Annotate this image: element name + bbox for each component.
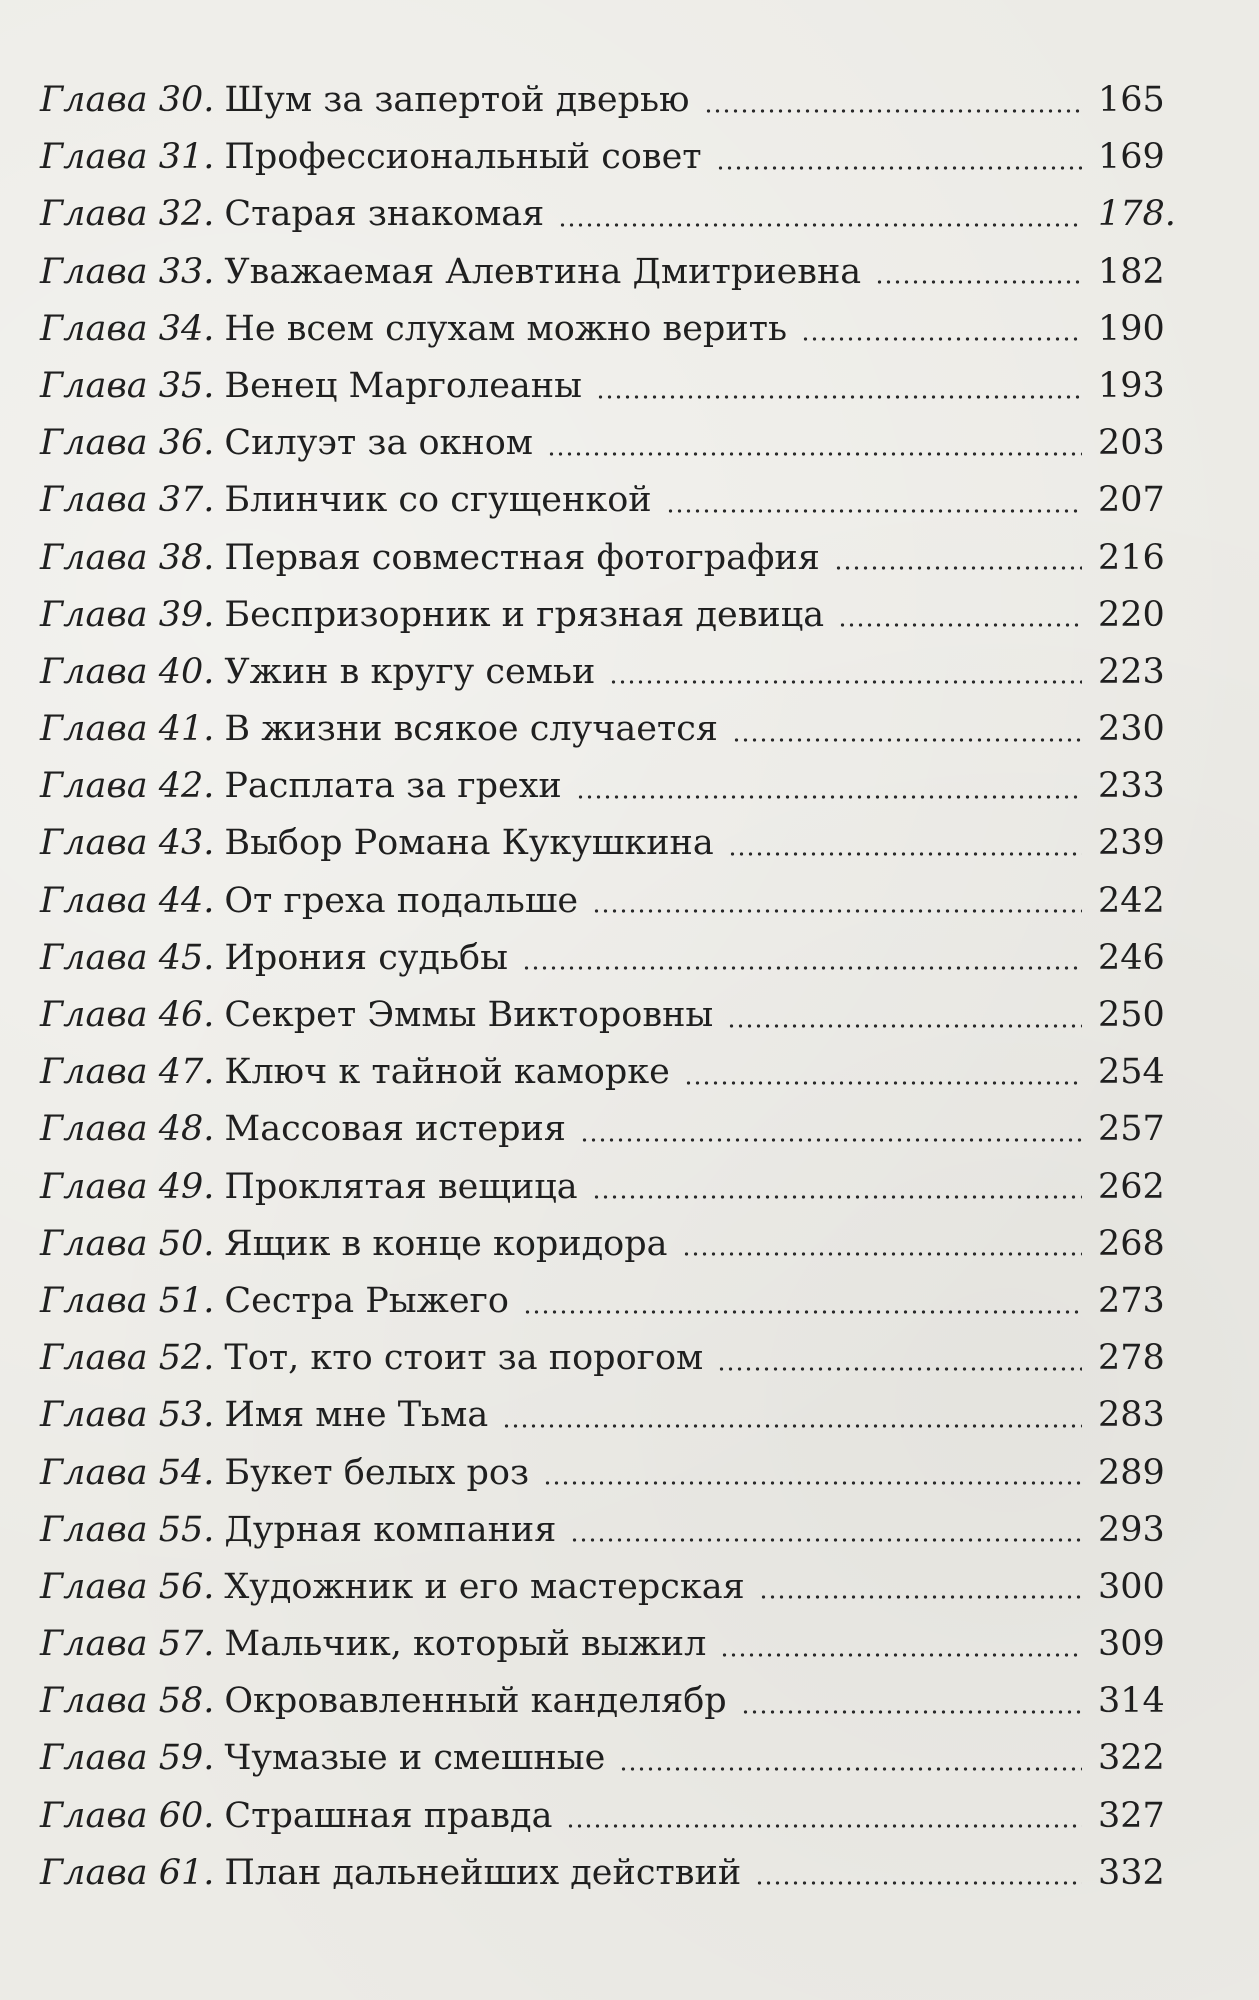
page-number: 223 — [1098, 651, 1165, 692]
chapter-title: Букет белых роз — [224, 1452, 530, 1493]
dot-leader — [619, 1767, 1082, 1771]
chapter-title: Старая знакомая — [224, 194, 545, 235]
chapter-title: Уважаемая Алевтина Дмитриевна — [224, 251, 862, 292]
chapter-title: Сестра Рыжего — [224, 1280, 509, 1321]
toc-entry-55 — [40, 1502, 1165, 1559]
toc-entry-50 — [40, 1216, 1165, 1273]
page-number: 246 — [1098, 937, 1165, 978]
chapter-title: Ящик в конце коридора — [224, 1223, 668, 1264]
chapter-title: Дурная компания — [224, 1509, 557, 1550]
dot-leader — [720, 1653, 1082, 1657]
dot-leader — [592, 1195, 1082, 1199]
page-number: 250 — [1098, 995, 1165, 1035]
chapter-number: Глава 57. — [40, 1624, 215, 1665]
chapter-number: Глава 53. — [40, 1395, 215, 1436]
chapter-number: Глава 36. — [40, 423, 215, 464]
chapter-number: Глава 35. — [40, 365, 215, 406]
chapter-number: Глава 50. — [40, 1223, 215, 1264]
dot-leader — [543, 1481, 1082, 1485]
chapter-title: Страшная правда — [224, 1795, 553, 1836]
toc-entry-53 — [40, 1387, 1165, 1444]
chapter-number: Глава 40. — [40, 651, 215, 692]
chapter-title: Массовая истерия — [224, 1109, 566, 1150]
toc-entry-44 — [40, 873, 1165, 930]
toc-entry-41 — [40, 701, 1165, 758]
chapter-number: Глава 55. — [40, 1509, 215, 1550]
page-number: 327 — [1098, 1795, 1165, 1836]
chapter-title: Ключ к тайной каморке — [224, 1052, 670, 1093]
chapter-title: В жизни всякое случается — [224, 709, 718, 750]
page-number: 169 — [1098, 137, 1165, 178]
chapter-number: Глава 41. — [40, 709, 215, 750]
toc-entry-40 — [40, 644, 1165, 701]
chapter-title: Чумазые и смешные — [224, 1738, 606, 1779]
dot-leader — [727, 1024, 1082, 1028]
dot-leader — [755, 1881, 1082, 1885]
chapter-title: Тот, кто стоит за порогом — [224, 1338, 704, 1379]
chapter-title: План дальнейших действий — [224, 1852, 742, 1893]
chapter-number: Глава 59. — [40, 1738, 215, 1779]
toc-entry-58 — [40, 1673, 1165, 1730]
page-number: 203 — [1098, 423, 1165, 464]
chapter-number: Глава 30. — [40, 80, 215, 120]
chapter-title: Выбор Романа Кукушкина — [224, 823, 714, 864]
chapter-number: Глава 47. — [40, 1052, 215, 1093]
chapter-title: Художник и его мастерская — [224, 1566, 745, 1607]
page-number: 268 — [1098, 1223, 1165, 1264]
page-number: 242 — [1098, 880, 1165, 921]
toc-entry-47 — [40, 1044, 1165, 1101]
page-number: 293 — [1098, 1509, 1165, 1550]
dot-leader — [704, 109, 1082, 113]
page-number: 230 — [1098, 709, 1165, 750]
chapter-number: Глава 44. — [40, 880, 215, 921]
dot-leader — [523, 1310, 1082, 1314]
chapter-title: Расплата за грехи — [224, 766, 562, 807]
chapter-number: Глава 39. — [40, 594, 215, 635]
page-number: 182 — [1098, 251, 1165, 292]
toc-entry-37 — [40, 472, 1165, 529]
chapter-number: Глава 60. — [40, 1795, 215, 1836]
page-number: 332 — [1098, 1852, 1165, 1893]
chapter-title: Блинчик со сгущенкой — [224, 480, 652, 521]
toc-entry-34 — [40, 301, 1165, 358]
toc-entry-38 — [40, 530, 1165, 587]
page-number: 309 — [1098, 1624, 1165, 1665]
chapter-title: Первая совместная фотография — [224, 537, 820, 578]
chapter-title: Окровавленный канделябр — [224, 1681, 727, 1722]
toc-entry-59 — [40, 1730, 1165, 1787]
toc-entry-54 — [40, 1445, 1165, 1502]
chapter-number: Глава 54. — [40, 1452, 215, 1493]
chapter-number: Глава 48. — [40, 1109, 215, 1150]
chapter-number: Глава 45. — [40, 937, 215, 978]
toc-entry-45 — [40, 930, 1165, 987]
page-number: 273 — [1098, 1280, 1165, 1321]
page-number: 233 — [1098, 766, 1165, 807]
chapter-number: Глава 56. — [40, 1566, 215, 1607]
chapter-number: Глава 49. — [40, 1166, 215, 1207]
toc-entry-35 — [40, 358, 1165, 415]
page-number: 165 — [1098, 80, 1165, 120]
toc-entry-48 — [40, 1101, 1165, 1158]
dot-leader — [834, 566, 1082, 570]
chapter-number: Глава 43. — [40, 823, 215, 864]
dot-leader — [576, 795, 1082, 799]
page-number: 262 — [1098, 1166, 1165, 1207]
dot-leader — [570, 1538, 1082, 1542]
dot-leader — [592, 909, 1082, 913]
chapter-number: Глава 32. — [40, 194, 215, 235]
chapter-title: Не всем слухам можно верить — [224, 308, 788, 349]
page-number: 190 — [1098, 308, 1165, 349]
chapter-number: Глава 58. — [40, 1681, 215, 1722]
chapter-title: Мальчик, который выжил — [224, 1624, 707, 1665]
chapter-title: Профессиональный совет — [224, 137, 702, 178]
chapter-number: Глава 51. — [40, 1280, 215, 1321]
chapter-number: Глава 34. — [40, 308, 215, 349]
chapter-number: Глава 37. — [40, 480, 215, 521]
toc-entry-31 — [40, 129, 1165, 186]
chapter-number: Глава 52. — [40, 1338, 215, 1379]
dot-leader — [716, 166, 1082, 170]
toc-entry-39 — [40, 587, 1165, 644]
dot-leader — [522, 966, 1082, 970]
dot-leader — [732, 738, 1082, 742]
chapter-title: Силуэт за окном — [224, 423, 534, 464]
page-number: 207 — [1098, 480, 1165, 521]
chapter-title: Шум за запертой дверью — [224, 80, 690, 120]
toc-entry-51 — [40, 1273, 1165, 1330]
dot-leader — [580, 1138, 1082, 1142]
chapter-number: Глава 42. — [40, 766, 215, 807]
page-number: 283 — [1098, 1395, 1165, 1436]
dot-leader — [801, 337, 1082, 341]
dot-leader — [502, 1424, 1082, 1428]
chapter-number: Глава 46. — [40, 995, 215, 1035]
toc-entry-49 — [40, 1159, 1165, 1216]
toc-entry-43 — [40, 815, 1165, 872]
chapter-title: Ирония судьбы — [224, 937, 508, 978]
page-number: 257 — [1098, 1109, 1165, 1150]
dot-leader — [684, 1081, 1082, 1085]
chapter-title: Ужин в кругу семьи — [224, 651, 596, 692]
chapter-title: Беспризорник и грязная девица — [224, 594, 825, 635]
toc-entry-56 — [40, 1559, 1165, 1616]
page-number: 278 — [1098, 1338, 1165, 1379]
page-number: 239 — [1098, 823, 1165, 864]
chapter-title: Имя мне Тьма — [224, 1395, 489, 1436]
toc-entry-60 — [40, 1788, 1165, 1845]
page-number: 289 — [1098, 1452, 1165, 1493]
dot-leader — [682, 1252, 1082, 1256]
page-number: 216 — [1098, 537, 1165, 578]
dot-leader — [666, 509, 1082, 513]
dot-leader — [547, 452, 1082, 456]
chapter-title: Проклятая вещица — [224, 1166, 578, 1207]
page-number: 322 — [1098, 1738, 1165, 1779]
chapter-number: Глава 31. — [40, 137, 215, 178]
dot-leader — [875, 280, 1082, 284]
page-number: 193 — [1098, 365, 1165, 406]
page-number: 178. — [1098, 194, 1176, 235]
toc-entry-46 — [40, 987, 1165, 1044]
dot-leader — [558, 223, 1082, 227]
page-number: 300 — [1098, 1566, 1165, 1607]
dot-leader — [838, 623, 1082, 627]
chapter-number: Глава 61. — [40, 1852, 215, 1893]
toc-entry-33 — [40, 244, 1165, 301]
toc-entry-61 — [40, 1845, 1165, 1902]
dot-leader — [741, 1710, 1082, 1714]
dot-leader — [566, 1824, 1082, 1828]
chapter-number: Глава 38. — [40, 537, 215, 578]
page-number: 220 — [1098, 594, 1165, 635]
chapter-title: Секрет Эммы Викторовны — [224, 995, 714, 1035]
toc-entry-52 — [40, 1330, 1165, 1387]
dot-leader — [759, 1595, 1082, 1599]
page-number: 254 — [1098, 1052, 1165, 1093]
dot-leader — [717, 1367, 1082, 1371]
dot-leader — [596, 395, 1082, 399]
chapter-title: От греха подальше — [224, 880, 579, 921]
toc-entry-42 — [40, 758, 1165, 815]
chapter-title: Венец Марголеаны — [224, 365, 582, 406]
page-number: 314 — [1098, 1681, 1165, 1722]
dot-leader — [728, 852, 1082, 856]
table-of-contents — [40, 72, 1176, 1902]
toc-entry-57 — [40, 1616, 1165, 1673]
dot-leader — [609, 680, 1082, 684]
chapter-number: Глава 33. — [40, 251, 215, 292]
toc-entry-32 — [40, 186, 1176, 243]
toc-entry-30 — [40, 72, 1165, 129]
toc-entry-36 — [40, 415, 1165, 472]
